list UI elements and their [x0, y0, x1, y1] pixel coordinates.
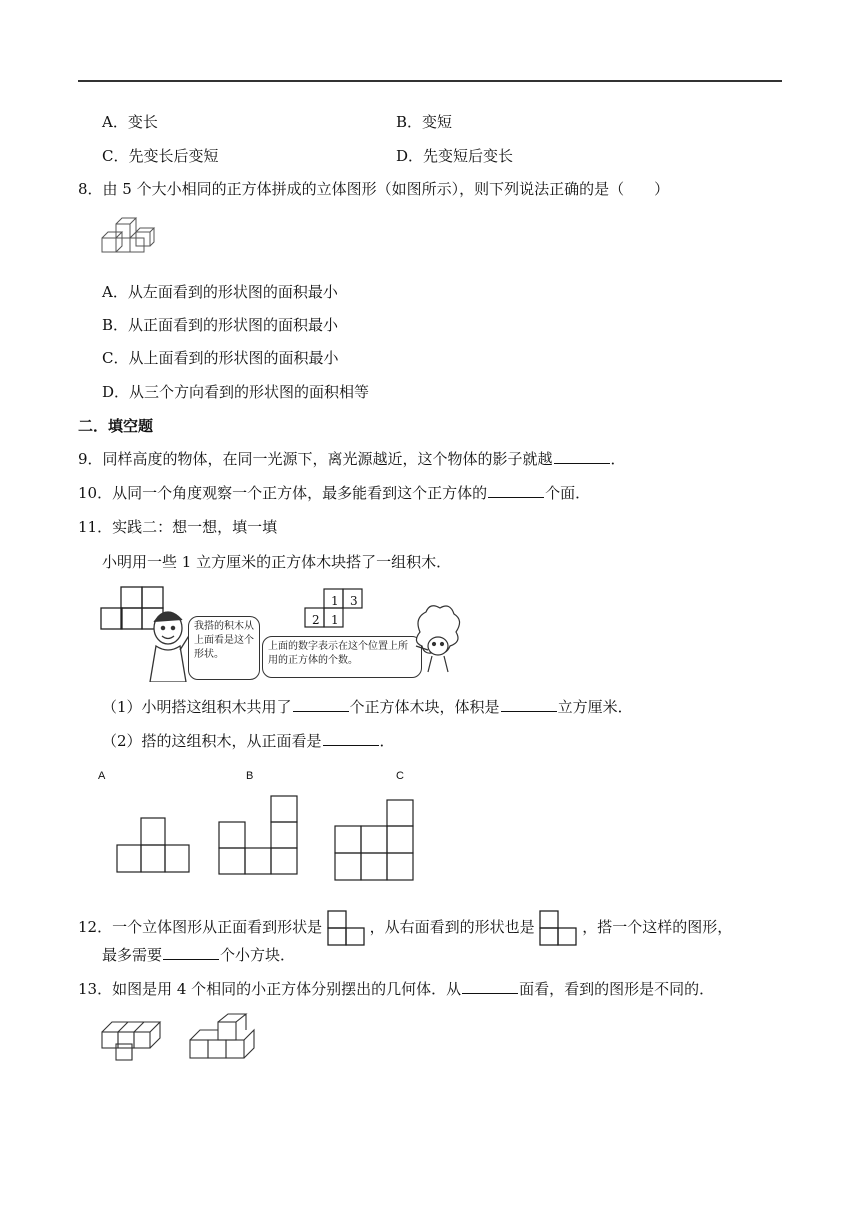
q12-line1: 12．一个立体图形从正面看到形状是 ，从右面看到的形状也是 ，搭一个这样的图形，	[78, 910, 732, 946]
grid-number-1: 1	[331, 594, 339, 608]
q9-blank[interactable]	[554, 449, 610, 464]
q10-text: 10．从同一个角度观察一个正方体，最多能看到这个正方体的 个面．	[78, 484, 591, 502]
q12-line2: 最多需要 个小方块．	[102, 946, 296, 964]
q7-option-a: A．变长	[102, 113, 158, 131]
section-title: 二．填空题	[78, 417, 154, 435]
q7-option-c: C．先变长后变短	[102, 147, 219, 165]
q8-cube-figure	[100, 214, 156, 260]
grid-number-3: 3	[350, 594, 358, 608]
q8-option-d: D．从三个方向看到的形状图的面积相等	[102, 383, 370, 401]
fig-label-a: A	[98, 770, 106, 782]
q11-title: 11．实践二：想一想，填一填	[78, 518, 278, 536]
grid-number-1b: 1	[331, 613, 339, 627]
q11-sub1: （1）小明搭这组积木共用了 个正方体木块，体积是 立方厘米．	[102, 698, 633, 716]
q7-option-d: D．先变短后变长	[396, 147, 514, 165]
q13-figure-2	[188, 1012, 268, 1062]
q12-front-shape-icon	[327, 910, 365, 946]
q11-intro: 小明用一些 1 立方厘米的正方体木块搭了一组积木．	[102, 553, 452, 571]
q9-text: 9．同样高度的物体，在同一光源下，离光源越近，这个物体的影子就越 ．	[78, 450, 626, 468]
q11-sub1-blank-count[interactable]	[293, 697, 349, 712]
fig-label-c: C	[396, 770, 404, 782]
grid-number-2: 2	[312, 613, 320, 627]
speech-bubble-left: 我搭的积木从上面看是这个形状。	[188, 616, 260, 680]
speech-bubble-right: 上面的数字表示在这个位置上所用的正方体的个数。	[262, 636, 422, 678]
q13-text: 13．如图是用 4 个相同的小正方体分别摆出的几何体．从 面看，看到的图形是不同的．	[78, 980, 715, 998]
q7-option-b: B．变短	[396, 113, 453, 131]
header-rule	[78, 80, 782, 82]
q10-blank[interactable]	[488, 483, 544, 498]
fig-a-front-view	[116, 816, 192, 874]
q13-figure-1	[100, 1016, 172, 1062]
q12-right-shape-icon	[539, 910, 577, 946]
fig-b-front-view	[218, 794, 300, 876]
fig-c-front-view	[334, 798, 416, 882]
q11-sub2: （2）搭的这组积木，从正面看是 ．	[102, 732, 395, 750]
boy-figure	[142, 606, 192, 682]
q11-sub1-blank-volume[interactable]	[501, 697, 557, 712]
q8-option-c: C．从上面看到的形状图的面积最小	[102, 349, 339, 367]
q8-option-b: B．从正面看到的形状图的面积最小	[102, 316, 339, 334]
q12-blank[interactable]	[163, 945, 219, 960]
q8-stem: 8．由 5 个大小相同的正方体拼成的立体图形（如图所示），则下列说法正确的是（ ）	[78, 180, 670, 198]
q11-sub2-blank[interactable]	[323, 731, 379, 746]
q8-option-a: A．从左面看到的形状图的面积最小	[102, 283, 338, 301]
cabbage-character	[412, 602, 464, 674]
fig-label-b: B	[246, 770, 254, 782]
q13-blank[interactable]	[462, 979, 518, 994]
